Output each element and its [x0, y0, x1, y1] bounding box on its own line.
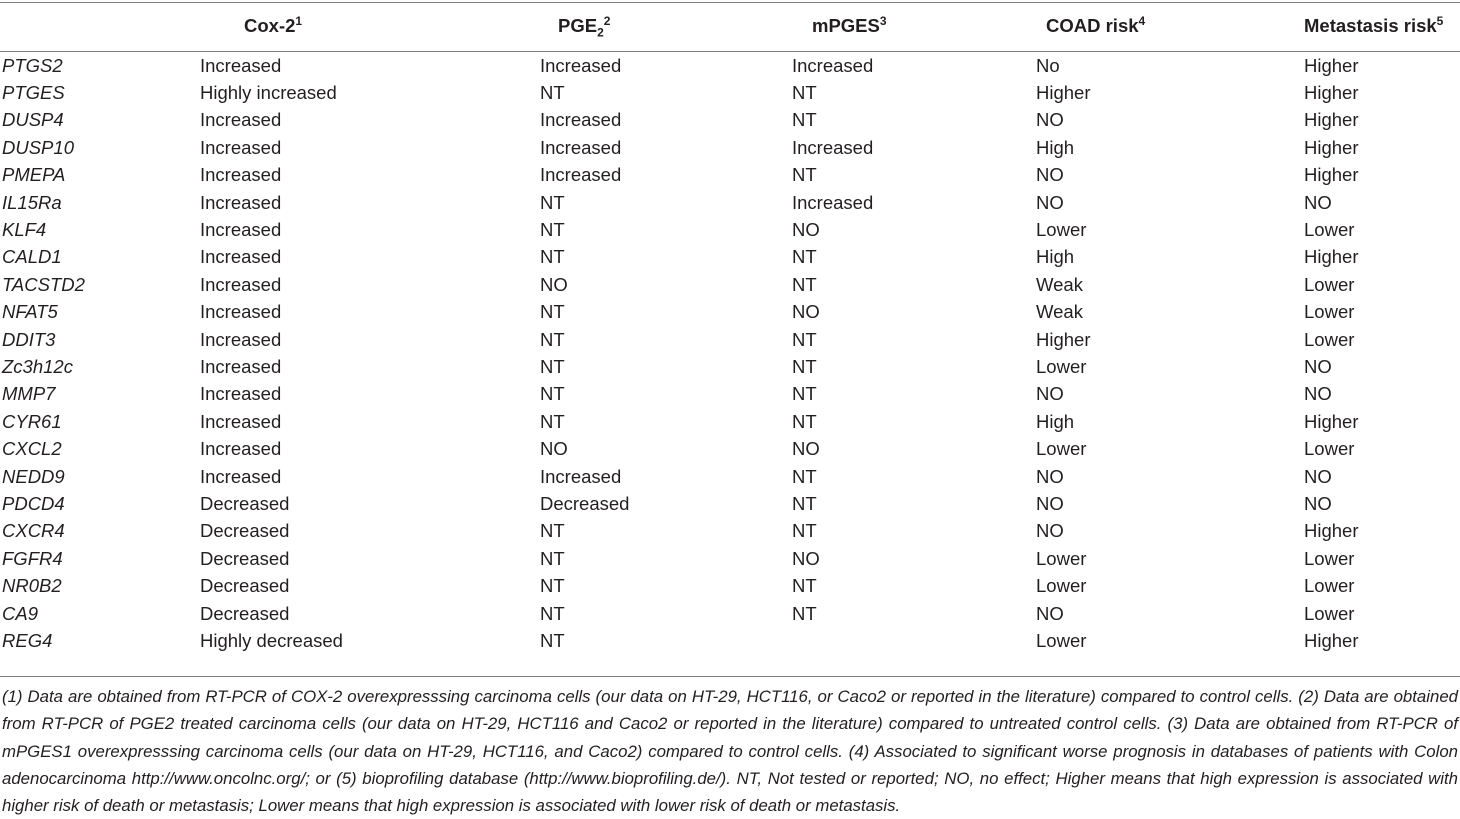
header-cox2: Cox-$2^1$	[244, 13, 303, 36]
cell-metastasis-risk: NO	[1304, 383, 1332, 405]
cell-cox2: Decreased	[200, 547, 290, 569]
cell-coad-risk: Higher	[1036, 328, 1091, 350]
cell-cox2: Increased	[200, 328, 282, 350]
cell-gene: CA9	[2, 602, 38, 624]
cell-gene: CXCL2	[2, 438, 62, 460]
cell-cox2: Increased	[200, 301, 282, 323]
cell-coad-risk: NO	[1036, 109, 1064, 131]
cell-pge2: Increased	[540, 164, 622, 186]
cell-mpges: NT	[792, 273, 817, 295]
cell-cox2: Increased	[200, 273, 282, 295]
header-mpges: mPGES$^3$	[812, 13, 887, 36]
cell-mpges: NT	[792, 575, 817, 597]
cell-gene: DUSP4	[2, 109, 64, 131]
table-row	[0, 490, 1460, 517]
cell-pge2: Decreased	[540, 492, 630, 514]
cell-metastasis-risk: Higher	[1304, 54, 1359, 76]
cell-coad-risk: NO	[1036, 191, 1064, 213]
cell-cox2: Increased	[200, 355, 282, 377]
table-row	[0, 463, 1460, 490]
header-row	[0, 0, 1460, 52]
cell-gene: IL15Ra	[2, 191, 62, 213]
cell-coad-risk: Lower	[1036, 438, 1087, 460]
cell-mpges: NT	[792, 328, 817, 350]
cell-gene: CXCR4	[2, 520, 65, 542]
table-row	[0, 326, 1460, 353]
header-metastasis-risk: Metastasis risk$^5$	[1304, 13, 1444, 36]
cell-mpges: NT	[792, 465, 817, 487]
table-row	[0, 134, 1460, 161]
cell-metastasis-risk: Higher	[1304, 629, 1359, 651]
cell-mpges: NO	[792, 547, 820, 569]
cell-pge2: NT	[540, 191, 565, 213]
cell-pge2: Increased	[540, 136, 622, 158]
cell-pge2: NT	[540, 575, 565, 597]
cell-mpges: NO	[792, 219, 820, 241]
cell-coad-risk: NO	[1036, 465, 1064, 487]
table-row	[0, 381, 1460, 408]
cell-metastasis-risk: Lower	[1304, 219, 1355, 241]
cell-gene: CALD1	[2, 246, 62, 268]
cell-cox2: Decreased	[200, 602, 290, 624]
table-row	[0, 79, 1460, 106]
cell-cox2: Increased	[200, 136, 282, 158]
cell-cox2: Increased	[200, 164, 282, 186]
cell-gene: DUSP10	[2, 136, 74, 158]
cell-coad-risk: NO	[1036, 164, 1064, 186]
cell-pge2: NT	[540, 383, 565, 405]
cell-coad-risk: Higher	[1036, 82, 1091, 104]
cell-mpges: NT	[792, 520, 817, 542]
table-row	[0, 216, 1460, 243]
cell-pge2: NT	[540, 246, 565, 268]
cell-cox2: Increased	[200, 410, 282, 432]
cell-pge2: NO	[540, 438, 568, 460]
cell-coad-risk: Lower	[1036, 575, 1087, 597]
cell-gene: NEDD9	[2, 465, 65, 487]
table-row	[0, 271, 1460, 298]
table-row	[0, 408, 1460, 435]
table-row	[0, 189, 1460, 216]
cell-metastasis-risk: Higher	[1304, 164, 1359, 186]
cell-metastasis-risk: Lower	[1304, 301, 1355, 323]
cell-gene: REG4	[2, 629, 53, 651]
cell-pge2: NT	[540, 520, 565, 542]
cell-metastasis-risk: Lower	[1304, 547, 1355, 569]
cell-metastasis-risk: Higher	[1304, 82, 1359, 104]
cell-coad-risk: Weak	[1036, 301, 1083, 323]
cell-gene: CYR61	[2, 410, 62, 432]
cell-coad-risk: High	[1036, 136, 1075, 158]
cell-coad-risk: Lower	[1036, 629, 1087, 651]
cell-gene: PTGES	[2, 82, 65, 104]
cell-metastasis-risk: Higher	[1304, 109, 1359, 131]
cell-cox2: Decreased	[200, 520, 290, 542]
cell-metastasis-risk: NO	[1304, 191, 1332, 213]
table-row	[0, 353, 1460, 380]
cell-metastasis-risk: Higher	[1304, 520, 1359, 542]
cell-metastasis-risk: Lower	[1304, 328, 1355, 350]
table-row	[0, 572, 1460, 599]
cell-mpges: NT	[792, 109, 817, 131]
cell-mpges: NO	[792, 438, 820, 460]
cell-cox2: Increased	[200, 246, 282, 268]
cell-coad-risk: High	[1036, 246, 1075, 268]
cell-coad-risk: High	[1036, 410, 1075, 432]
cell-pge2: NO	[540, 273, 568, 295]
cell-metastasis-risk: Higher	[1304, 246, 1359, 268]
cell-cox2: Increased	[200, 191, 282, 213]
cell-pge2: NT	[540, 602, 565, 624]
table-footnote: (1) Data are obtained from RT-PCR of COX-2 overexpresssing carcinoma cells (our data on HT-29, HCT116, or Caco2 or reported in the literature) compared to control cells. (2) Data are obtained from RT-PCR of PGE2 treated carcinoma cells (our data on HT-29, HCT116 and Caco2 or reported in the literature) compared to untreated control cells. (3) Data are obtained from RT-PCR of mPGES1 overexpresssing carcinoma cells (our data on HT-29, HCT116, and Caco2) compared to control cells. (4) Associated to significant worse prognosis in databases of patients with Colon adenocarcinoma http://www.oncolnc.org/; or (5) bioprofiling database (http://www.bioprofiling.de/). NT, Not tested or reported; NO, no effect; Higher means that high expression is associated with higher risk of death or metastasis; Lower means that high expression is associated with lower risk of death or metastasis.	[2, 687, 1458, 816]
cell-cox2: Increased	[200, 383, 282, 405]
cell-pge2: Increased	[540, 465, 622, 487]
header-pge2: $PGE_2^2$	[558, 13, 611, 40]
cell-pge2: NT	[540, 328, 565, 350]
cell-coad-risk: Lower	[1036, 355, 1087, 377]
cell-coad-risk: Weak	[1036, 273, 1083, 295]
table-row	[0, 107, 1460, 134]
cell-cox2: Highly decreased	[200, 629, 343, 651]
table-row	[0, 600, 1460, 627]
cell-gene: PDCD4	[2, 492, 65, 514]
cell-gene: PTGS2	[2, 54, 63, 76]
table-row	[0, 518, 1460, 545]
cell-mpges: NT	[792, 355, 817, 377]
cell-pge2: NT	[540, 629, 565, 651]
cell-coad-risk: NO	[1036, 492, 1064, 514]
cell-cox2: Decreased	[200, 492, 290, 514]
cell-mpges	[792, 627, 1036, 654]
cell-pge2: Increased	[540, 54, 622, 76]
cell-gene: NFAT5	[2, 301, 58, 323]
table-row	[0, 299, 1460, 326]
cell-gene: FGFR4	[2, 547, 63, 569]
cell-mpges: NT	[792, 492, 817, 514]
cell-gene: NR0B2	[2, 575, 62, 597]
cell-gene: KLF4	[2, 219, 47, 241]
table-row	[0, 244, 1460, 271]
cell-coad-risk: NO	[1036, 383, 1064, 405]
cell-pge2: NT	[540, 355, 565, 377]
cell-cox2: Increased	[200, 219, 282, 241]
cell-cox2: Increased	[200, 54, 282, 76]
table-row	[0, 52, 1460, 79]
cell-metastasis-risk: Higher	[1304, 136, 1359, 158]
cell-metastasis-risk: Lower	[1304, 602, 1355, 624]
table-row	[0, 627, 1460, 654]
table-row	[0, 162, 1460, 189]
cell-cox2: Increased	[200, 109, 282, 131]
cell-coad-risk: No	[1036, 54, 1060, 76]
cell-gene: MMP7	[2, 383, 56, 405]
cell-metastasis-risk: NO	[1304, 492, 1332, 514]
cell-metastasis-risk: Lower	[1304, 438, 1355, 460]
cell-cox2: Increased	[200, 438, 282, 460]
cell-mpges: NT	[792, 246, 817, 268]
cell-metastasis-risk: Lower	[1304, 575, 1355, 597]
cell-coad-risk: Lower	[1036, 219, 1087, 241]
cell-gene: TACSTD2	[2, 273, 85, 295]
cell-metastasis-risk: NO	[1304, 355, 1332, 377]
table-row	[0, 435, 1460, 462]
cell-coad-risk: NO	[1036, 520, 1064, 542]
cell-pge2: Increased	[540, 109, 622, 131]
cell-metastasis-risk: Higher	[1304, 410, 1359, 432]
cell-mpges: Increased	[792, 54, 874, 76]
cell-gene: PMEPA	[2, 164, 66, 186]
cell-cox2: Increased	[200, 465, 282, 487]
cell-metastasis-risk: NO	[1304, 465, 1332, 487]
cell-pge2: NT	[540, 410, 565, 432]
table-row	[0, 545, 1460, 572]
cell-mpges: NT	[792, 164, 817, 186]
cell-mpges: Increased	[792, 136, 874, 158]
cell-mpges: NT	[792, 383, 817, 405]
cell-pge2: NT	[540, 547, 565, 569]
cell-coad-risk: NO	[1036, 602, 1064, 624]
cell-coad-risk: Lower	[1036, 547, 1087, 569]
cell-mpges: NT	[792, 410, 817, 432]
cell-mpges: Increased	[792, 191, 874, 213]
cell-pge2: NT	[540, 82, 565, 104]
cell-cox2: Highly increased	[200, 82, 337, 104]
cell-gene: Zc3h12c	[2, 355, 73, 377]
cell-pge2: NT	[540, 219, 565, 241]
cell-mpges: NT	[792, 82, 817, 104]
cell-mpges: NT	[792, 602, 817, 624]
cell-gene: DDIT3	[2, 328, 56, 350]
bottom-rule	[0, 676, 1460, 677]
cell-metastasis-risk: Lower	[1304, 273, 1355, 295]
cell-cox2: Decreased	[200, 575, 290, 597]
cell-mpges: NO	[792, 301, 820, 323]
cell-pge2: NT	[540, 301, 565, 323]
header-coad-risk: COAD risk$^4$	[1046, 13, 1146, 36]
header-gene	[0, 0, 200, 52]
